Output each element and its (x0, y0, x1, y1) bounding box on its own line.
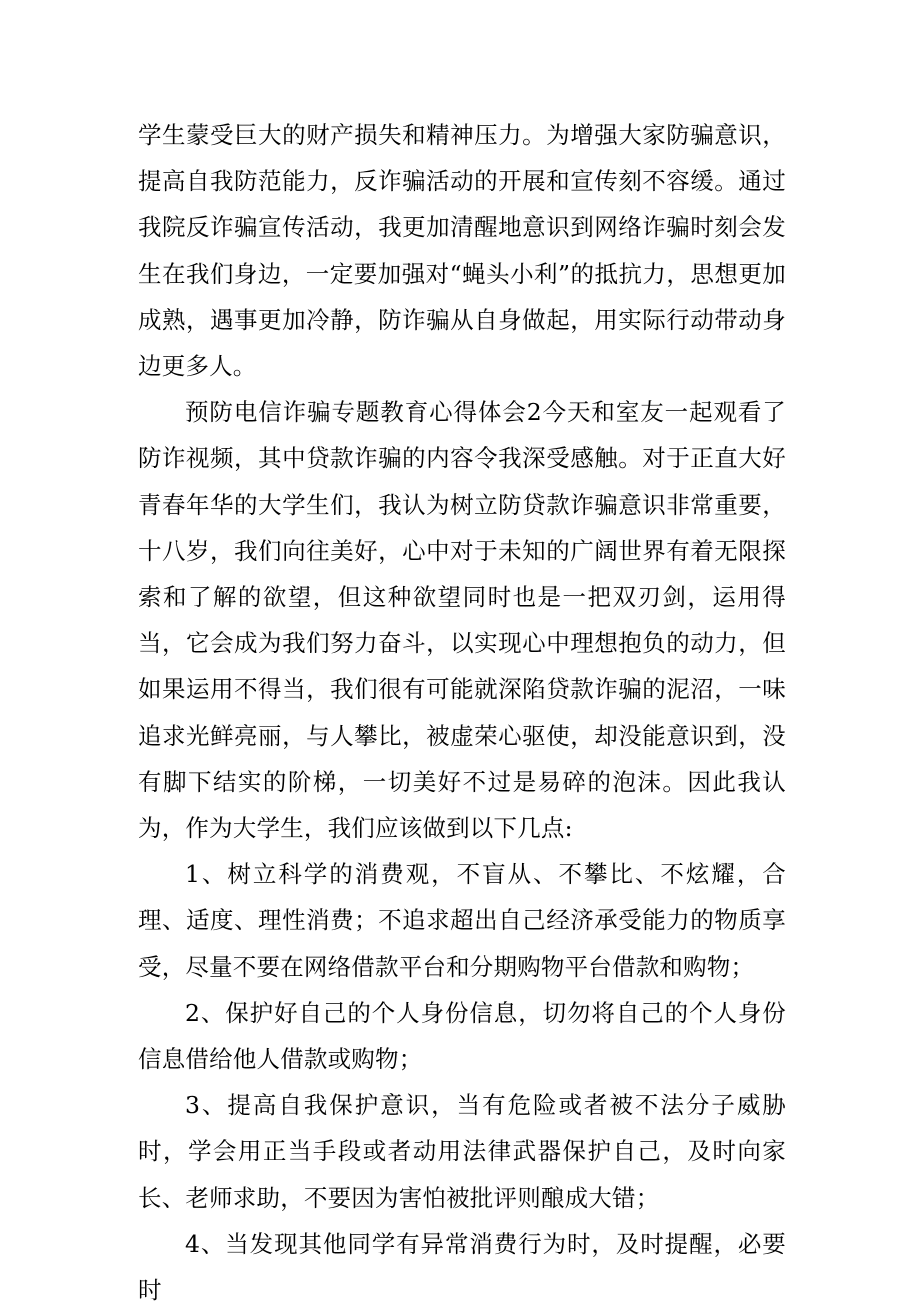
paragraph-continuation: 学生蒙受巨大的财产损失和精神压力。为增强大家防骗意识，提高自我防范能力，反诈骗活动的开展和宣传刻不容缓。通过我院反诈骗宣传活动，我更加清醒地意识到网络诈骗时刻会发生在我们身边，一定要加强对“蝇头小利”的抵抗力，思想更加成熟，遇事更加冷静，防诈骗从自身做起，用实际行动带动身边更多人。 (138, 121, 786, 381)
paragraph-point-3: 3、提高自我保护意识，当有危险或者被不法分子威胁时，学会用正当手段或者动用法律武器保护自己，及时向家长、老师求助，不要因为害怕被批评则酿成大错； (138, 1091, 786, 1212)
document-body (138, 112, 786, 1313)
paragraph-point-1: 1、树立科学的消费观，不盲从、不攀比、不炫耀，合理、适度、理性消费；不追求超出自己经济承受能力的物质享受，尽量不要在网络借款平台和分期购物平台借款和购物； (138, 860, 786, 981)
paragraph-point-4: 4、当发现其他同学有异常消费行为时，及时提醒，必要时 (138, 1229, 786, 1305)
paragraph-essay-2-intro: 预防电信诈骗专题教育心得体会2今天和室友一起观看了防诈视频，其中贷款诈骗的内容令我深受感触。对于正直大好青春年华的大学生们，我认为树立防贷款诈骗意识非常重要，十八岁，我们向往美好，心中对于未知的广阔世界有着无限探索和了解的欲望，但这种欲望同时也是一把双刃剑，运用得当，它会成为我们努力奋斗，以实现心中理想抱负的动力，但如果运用不得当，我们很有可能就深陷贷款诈骗的泥沼，一味追求光鲜亮丽，与人攀比，被虚荣心驱使，却没能意识到，没有脚下结实的阶梯，一切美好不过是易碎的泡沫。因此我认为，作为大学生，我们应该做到以下几点: (138, 398, 786, 843)
paragraph-point-2: 2、保护好自己的个人身份信息，切勿将自己的个人身份信息借给他人借款或购物； (138, 998, 786, 1074)
